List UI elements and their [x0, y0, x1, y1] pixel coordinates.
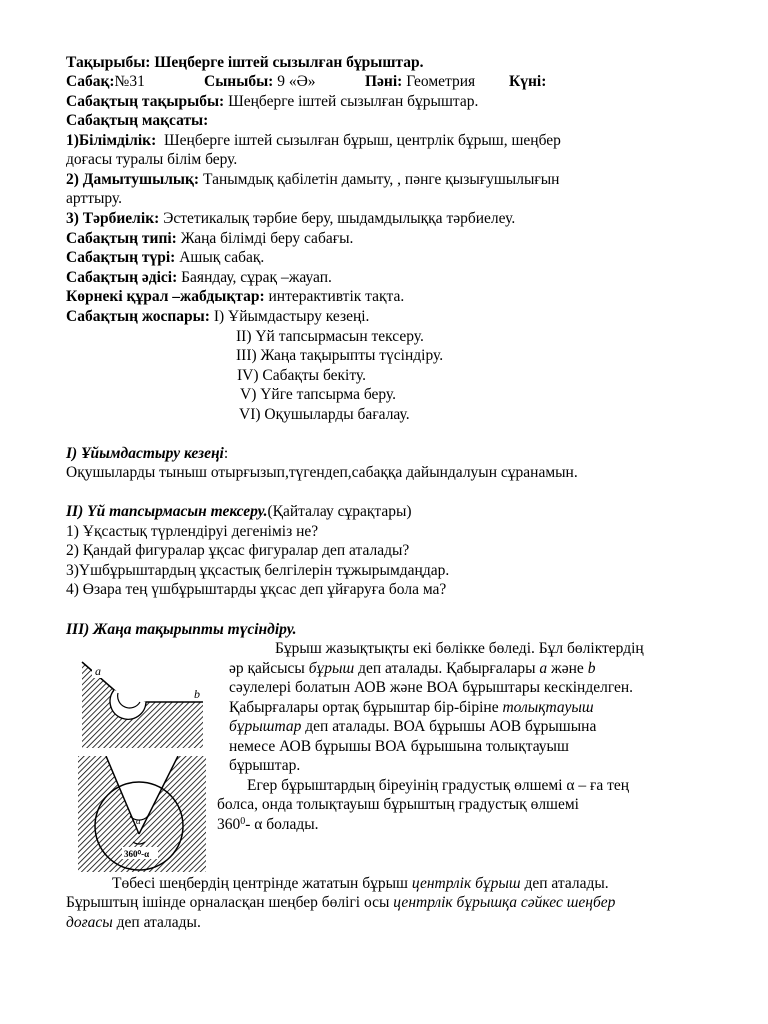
class-value: 9 «Ә»	[277, 73, 316, 90]
s3-text: 360	[217, 816, 241, 833]
kind-line	[66, 248, 264, 268]
goal2-text-2: арттыру.	[66, 190, 123, 207]
topic-line	[66, 53, 423, 73]
goal3-label: 3) Тәрбиелік:	[66, 210, 160, 227]
type-label: Сабақтың типі:	[66, 230, 177, 247]
s3-p1-line	[229, 717, 596, 737]
subject-label: Пәні:	[365, 73, 403, 90]
s3-p1-line: сәулелері болатын АОВ және ВОА бұрыштары кескінделген.	[229, 679, 634, 696]
kind-value: Ашық сабақ.	[179, 249, 265, 266]
s3-ray-a: a	[539, 660, 548, 677]
s3-p2-line: болса, онда толықтауыш бұрыштың градустық өлшемі	[217, 796, 579, 813]
s3-p3-line	[112, 874, 609, 894]
method-line	[66, 268, 332, 288]
goal3-text: Эстетикалық тәрбие беру, шыдамдылыққа тәрбиелеу.	[163, 210, 516, 227]
question-item: 3)Үшбұрыштардың ұқсастық белгілерін тұжырымдаңдар.	[66, 562, 450, 579]
goal1-line1	[66, 131, 561, 151]
section1-heading	[66, 444, 228, 464]
plan-label: Сабақтың жоспары:	[66, 308, 210, 325]
fig2-label-bottom: 360⁰-α	[124, 849, 150, 859]
lesson-label: Сабақ:	[66, 73, 115, 90]
s3-p1-line: бұрыштар.	[229, 757, 301, 774]
s3-p1-line: немесе АОВ бұрышы ВОА бұрышына толықтауыш	[229, 738, 569, 755]
lesson-topic-value: Шеңберге іштей сызылған бұрыштар.	[228, 93, 479, 110]
s3-p1-line: Бұрыш жазықтықты екі бөлікке бөледі. Бұл бөліктердің	[275, 640, 644, 657]
plan-item: III) Жаңа тақырыпты түсіндіру.	[236, 347, 444, 364]
question-item: 4) Өзара тең үшбұрыштарды ұқсас деп ұйғаруға бола ма?	[66, 581, 447, 598]
s3-p1-line	[229, 659, 595, 679]
section1-colon: :	[223, 445, 229, 462]
date-field	[509, 72, 546, 92]
s3-text: - α болады.	[245, 816, 319, 833]
type-value: Жаңа білімді беру сабағы.	[180, 230, 354, 247]
section3-title: III) Жаңа тақырыпты түсіндіру.	[66, 621, 297, 638]
class-label: Сыныбы:	[204, 73, 274, 90]
section2-title: II) Үй тапсырмасын тексеру.	[66, 503, 268, 520]
s3-text: деп аталады.	[520, 875, 609, 892]
goal2-text-1: Танымдық қабілетін дамыту, , пәнге қызығушылығын	[202, 171, 560, 188]
lesson-info-line	[66, 72, 145, 92]
equipment-label: Көрнекі құрал –жабдықтар:	[66, 288, 265, 305]
goal3-line	[66, 209, 515, 229]
lesson-value: №31	[114, 73, 145, 90]
s3-term-arc-end: доғасы	[66, 914, 113, 931]
section1-text: Оқушыларды тыныш отырғызып,түгендеп,сабаққа дайындалуын сұранамын.	[66, 464, 578, 481]
angle-figure	[78, 660, 206, 752]
class-field	[204, 72, 316, 92]
fig1-label-a: a	[95, 664, 101, 678]
method-value: Баяндау, сұрақ –жауап.	[181, 269, 332, 286]
goal1-label: 1)Білімділік:	[66, 132, 157, 149]
lesson-topic-label: Сабақтың тақырыбы:	[66, 93, 225, 110]
s3-term-arc: центрлік бұрышқа сәйкес шеңбер	[393, 894, 616, 911]
question-item: 1) Ұқсастық түрлендіруі дегеніміз не?	[66, 523, 319, 540]
s3-p1-line	[229, 698, 594, 718]
s3-term-central-angle: центрлік бұрыш	[411, 875, 521, 892]
plan-item: II) Үй тапсырмасын тексеру.	[236, 328, 424, 345]
subject-field	[365, 72, 475, 92]
goal1-text-2: доғасы туралы білім беру.	[66, 151, 238, 168]
s3-p2-line	[217, 815, 319, 835]
goal2-line1	[66, 170, 559, 190]
goal2-label: 2) Дамытушылық:	[66, 171, 200, 188]
section2-subtitle: (Қайталау сұрақтары)	[267, 503, 412, 520]
s3-term-angle: бұрыш	[308, 660, 355, 677]
central-angle-figure	[78, 756, 206, 872]
kind-label: Сабақтың түрі:	[66, 249, 176, 266]
s3-p3-line	[66, 893, 615, 913]
equipment-line	[66, 287, 404, 307]
equipment-value: интерактивтік тақта.	[268, 288, 405, 305]
goal1-text-1: Шеңберге іштей сызылған бұрыш, центрлік бұрыш, шеңбер	[164, 132, 561, 149]
topic-value: Шеңберге іштей сызылған бұрыштар.	[154, 54, 424, 71]
s3-ray-b: b	[587, 660, 596, 677]
section1-title: I) Ұйымдастыру кезеңі	[66, 445, 224, 462]
method-label: Сабақтың әдісі:	[66, 269, 178, 286]
subject-value: Геометрия	[406, 73, 476, 90]
section2-heading	[66, 502, 412, 522]
type-line	[66, 229, 353, 249]
lesson-topic-line	[66, 92, 478, 112]
s3-p3-line	[66, 913, 201, 933]
s3-text: деп аталады. Қабырғалары	[354, 660, 540, 677]
s3-text: Бұрыштың ішінде орналасқан шеңбер бөлігі осы	[66, 894, 394, 911]
s3-text: деп аталады.	[112, 914, 201, 931]
s3-text: әр қайсысы	[229, 660, 309, 677]
question-item: 2) Қандай фигуралар ұқсас фигуралар деп аталады?	[66, 542, 410, 559]
plan-item: I) Ұйымдастыру кезеңі.	[213, 308, 370, 325]
s3-text: деп аталады. ВОА бұрышы АОВ бұрышына	[301, 718, 597, 735]
s3-p2-line: Егер бұрыштардың біреуінің градустық өлшемі α – ға тең	[247, 777, 630, 794]
fig1-label-b: b	[194, 687, 200, 701]
topic-label: Тақырыбы:	[66, 54, 151, 71]
plan-line	[66, 307, 369, 327]
date-label: Күні:	[509, 73, 547, 90]
s3-term-complementary: толықтауыш	[502, 699, 594, 716]
fig2-label-alpha: α	[136, 816, 141, 826]
plan-item: V) Үйге тапсырма беру.	[240, 386, 397, 403]
goals-label: Сабақтың мақсаты:	[66, 112, 209, 129]
s3-text: Төбесі шеңбердің центрінде жататын бұрыш	[112, 875, 412, 892]
s3-text: және	[547, 660, 588, 677]
degree-superscript: 0	[240, 816, 246, 827]
plan-item: IV) Сабақты бекіту.	[237, 367, 367, 384]
s3-term-angles: бұрыштар	[229, 718, 302, 735]
plan-item: VI) Оқушыларды бағалау.	[239, 406, 410, 423]
s3-text: Қабырғалары ортақ бұрыштар бір-біріне	[229, 699, 503, 716]
